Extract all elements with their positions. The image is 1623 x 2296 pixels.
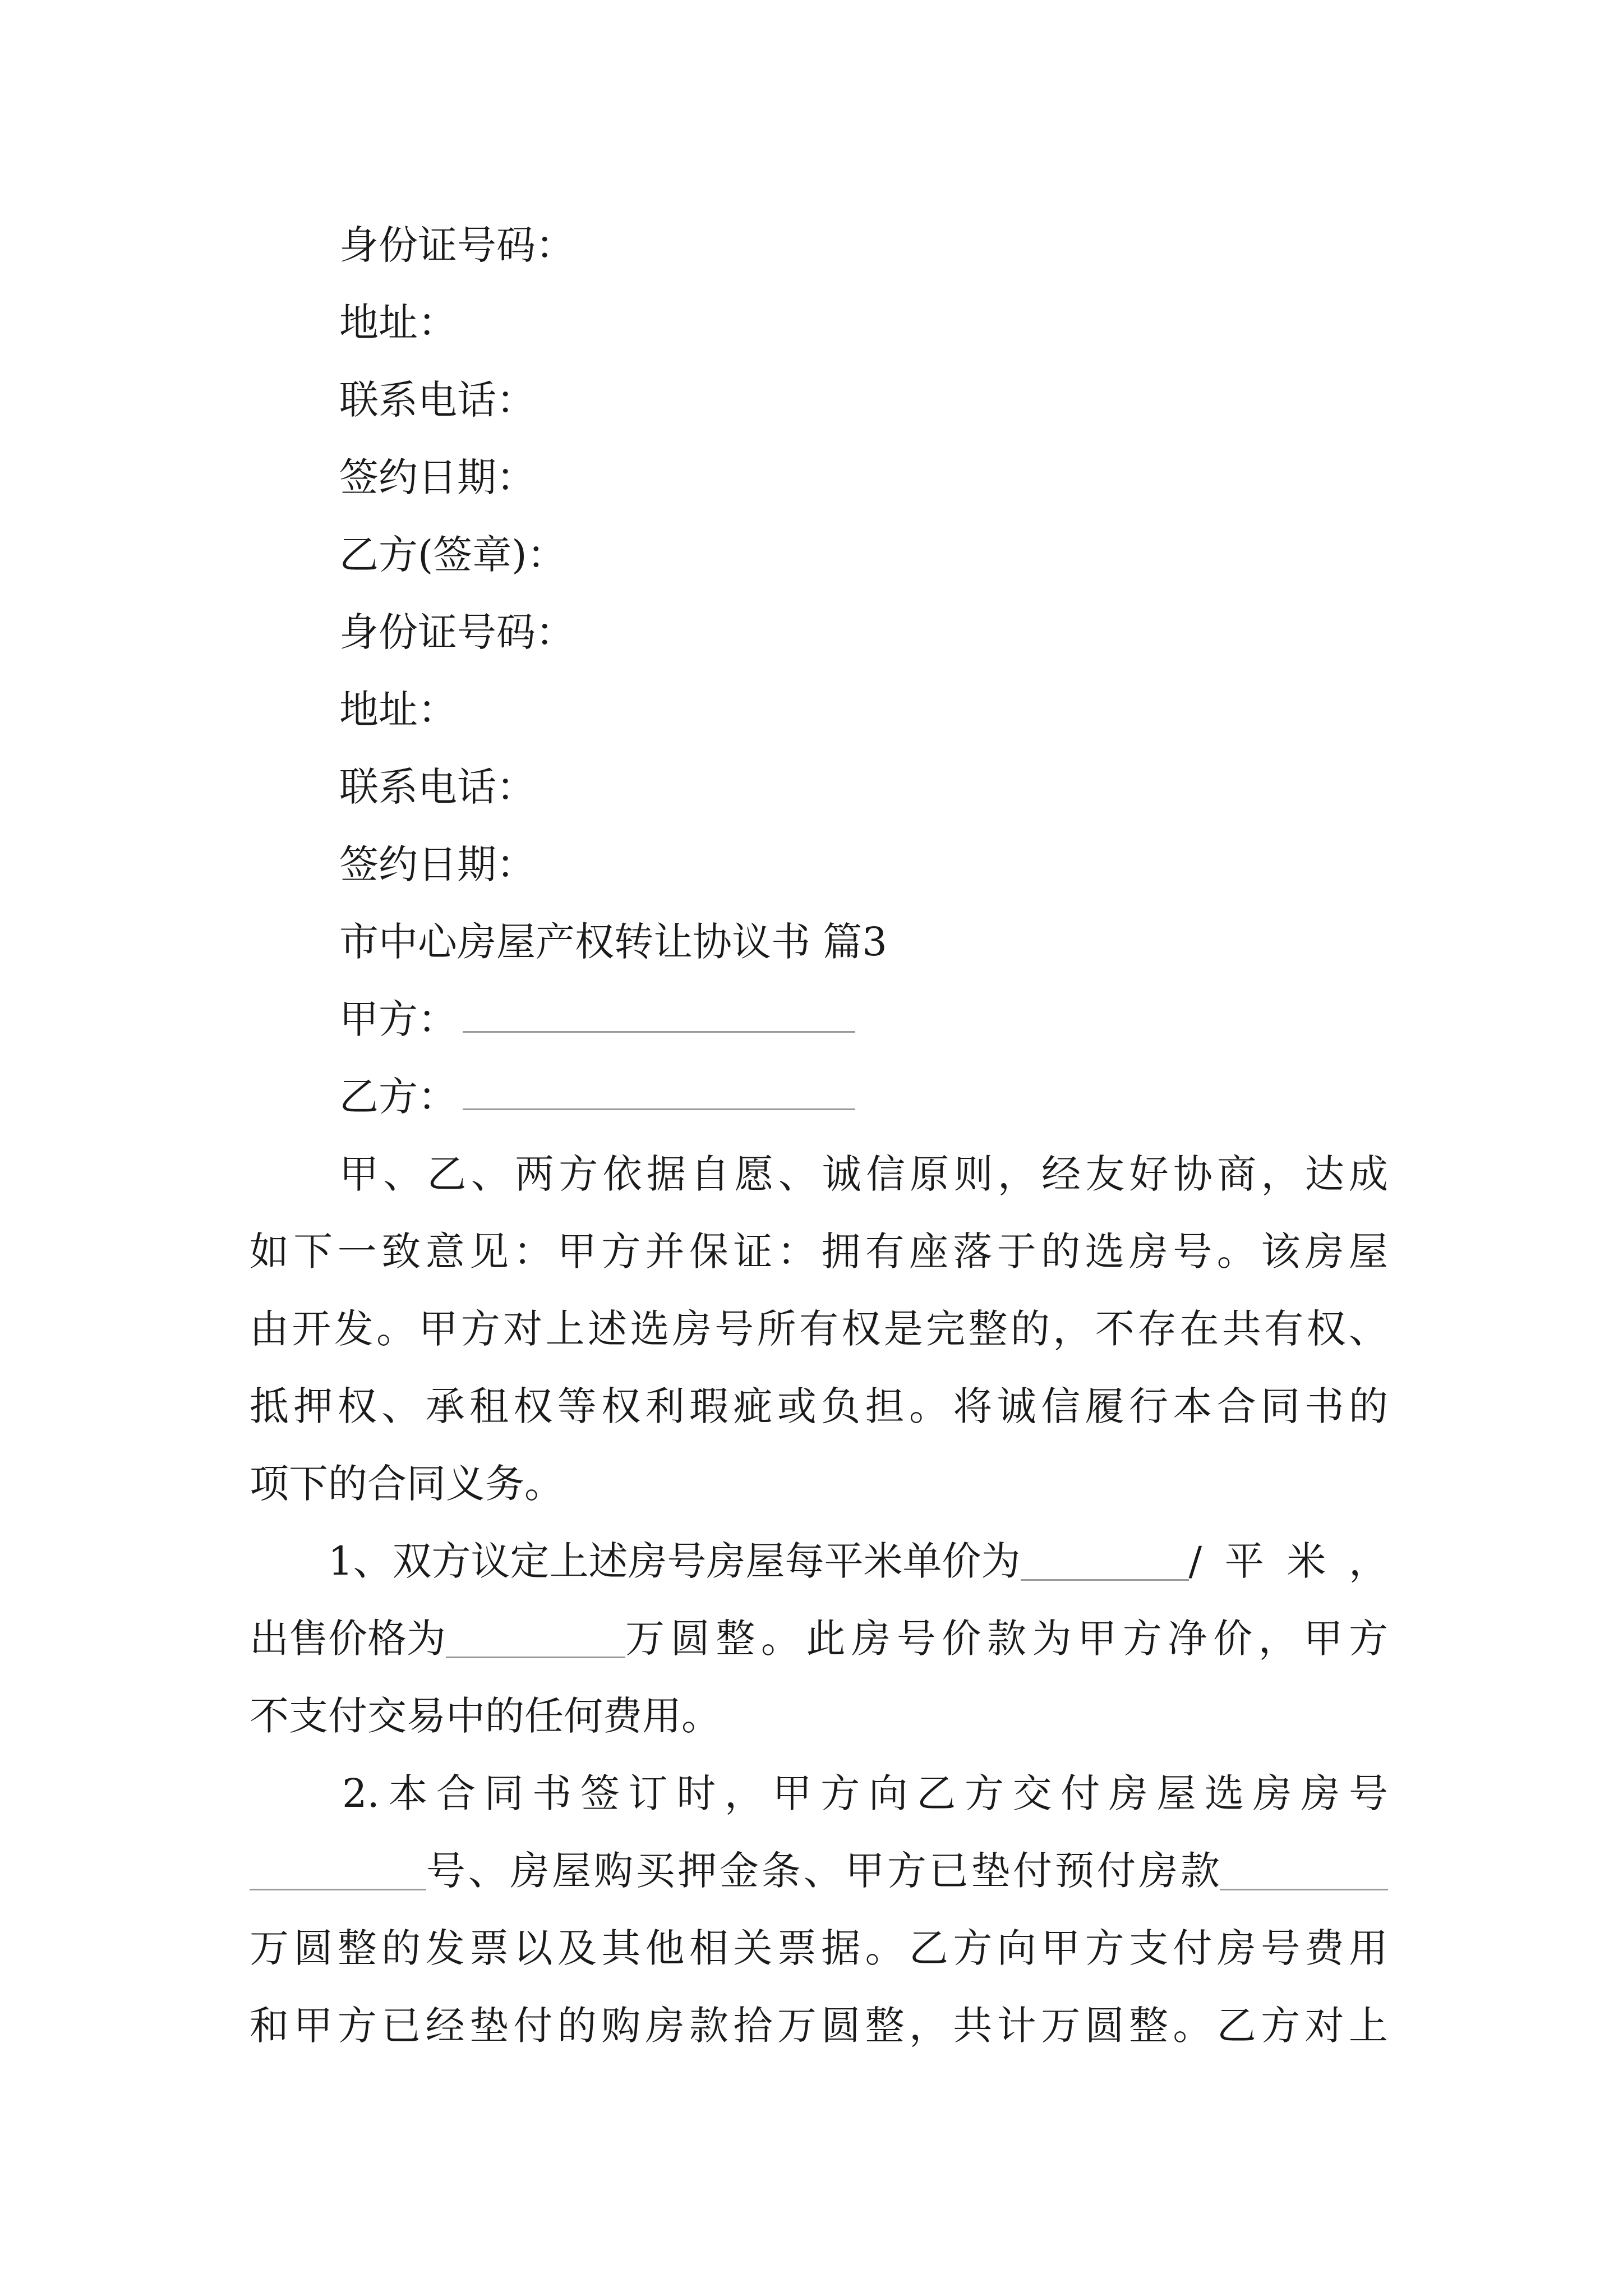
phone-label-b: 联系电话： xyxy=(339,764,536,810)
party-a-blank xyxy=(463,1003,855,1033)
sale-price-blank xyxy=(446,1628,625,1658)
para1-line-4 xyxy=(250,1383,1388,1429)
clause2-line-3 xyxy=(250,1925,1388,1971)
address-label-b: 地址： xyxy=(339,687,457,733)
clause2-line-1-text: 2.本合同书签订时，甲方向乙方交付房屋选房房号 xyxy=(342,1770,1388,1816)
para1-line-5: 项下的合同义务。 xyxy=(250,1461,564,1507)
clause1-text-c: 出售价格为 xyxy=(250,1616,446,1662)
clause1-text-a: 1、双方议定上述房号房屋每平米单价为 xyxy=(328,1538,1021,1584)
party-b-line xyxy=(339,1074,855,1120)
id-number-label: 身份证号码： xyxy=(339,222,575,268)
clause2-line-3-text: 万圆整的发票以及其他相关票据。乙方向甲方支付房号费用 xyxy=(250,1925,1388,1971)
para1-line-2 xyxy=(250,1228,1388,1274)
para1-line-4-text: 抵押权、承租权等权利瑕疵或负担。将诚信履行本合同书的 xyxy=(250,1383,1388,1429)
sign-date-label-b: 签约日期： xyxy=(339,841,536,887)
para1-line-1-text: 甲、乙、两方依据自愿、诚信原则，经友好协商，达成 xyxy=(339,1151,1388,1197)
clause2-line-2 xyxy=(250,1848,1388,1894)
phone-label: 联系电话： xyxy=(339,377,536,423)
clause2-line-1 xyxy=(342,1770,1388,1816)
para1-line-3 xyxy=(250,1306,1388,1352)
para1-line-1 xyxy=(339,1151,1388,1197)
section-title: 市中心房屋产权转让协议书 篇3 xyxy=(339,919,887,965)
party-a-line xyxy=(339,996,855,1042)
party-b-seal-label: 乙方(签章)： xyxy=(339,532,566,578)
sign-date-label: 签约日期： xyxy=(339,454,536,500)
clause1-text-b: /平米， xyxy=(1188,1538,1388,1584)
party-a-label: 甲方： xyxy=(339,996,457,1042)
unit-price-blank xyxy=(1021,1551,1189,1581)
clause1-line-2 xyxy=(250,1616,1388,1662)
para1-line-2-text: 如下一致意见：甲方并保证：拥有座落于的选房号。该房屋 xyxy=(250,1228,1388,1274)
party-b-label: 乙方： xyxy=(339,1074,457,1120)
prepaid-amount-blank xyxy=(1220,1861,1388,1890)
room-number-blank xyxy=(250,1861,426,1890)
clause2-text-b: 号、房屋购买押金条、甲方已垫付预付房款 xyxy=(426,1848,1220,1894)
id-number-label-b: 身份证号码： xyxy=(339,609,575,655)
clause2-line-4 xyxy=(250,2003,1388,2049)
address-label: 地址： xyxy=(339,300,457,346)
clause2-line-4-text: 和甲方已经垫付的购房款拾万圆整，共计万圆整。乙方对上 xyxy=(250,2003,1388,2049)
party-b-blank xyxy=(463,1080,855,1110)
clause1-line-3: 不支付交易中的任何费用。 xyxy=(250,1693,721,1739)
para1-line-3-text: 由开发。甲方对上述选房号所有权是完整的，不存在共有权、 xyxy=(250,1306,1388,1352)
clause1-line-1 xyxy=(328,1538,1388,1584)
clause1-text-d: 万圆整。此房号价款为甲方净价，甲方 xyxy=(625,1616,1388,1662)
